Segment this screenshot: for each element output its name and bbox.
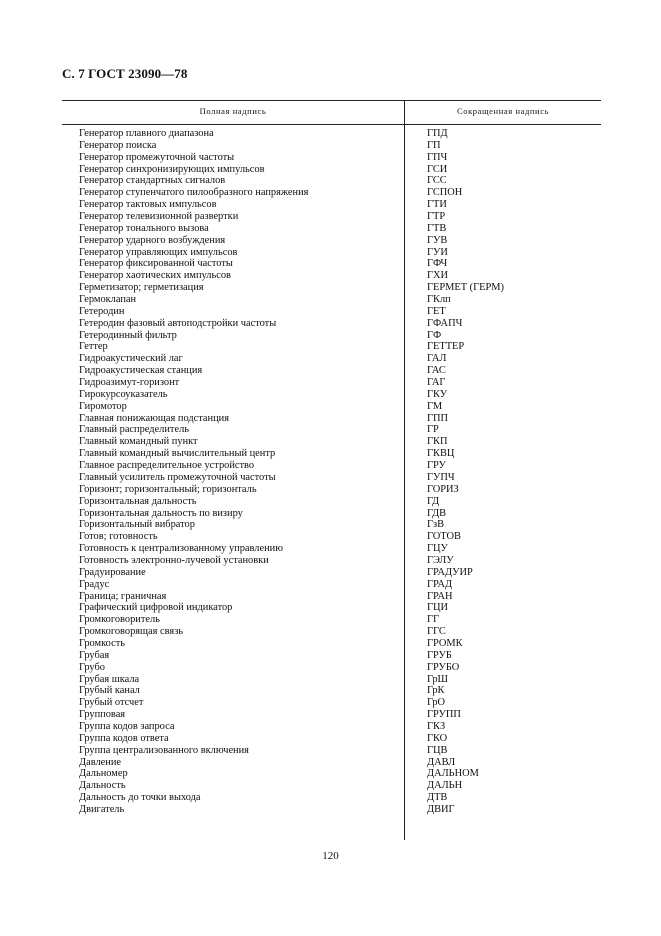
full-label-cell: Готовность к централизованному управлению xyxy=(79,543,283,555)
table-row xyxy=(0,792,661,804)
abbreviation-cell: ГрО xyxy=(427,697,446,709)
full-label-cell: Групповая xyxy=(79,709,126,721)
full-label-cell: Герметизатор; герметизация xyxy=(79,282,204,294)
full-label-cell: Грубая шкала xyxy=(79,673,140,685)
full-label-cell: Генератор стандартных сигналов xyxy=(79,175,226,187)
table-row xyxy=(0,709,661,721)
full-label-cell: Дальность xyxy=(79,780,126,792)
full-label-cell: Громкость xyxy=(79,637,125,649)
full-label-cell: Горизонт; горизонтальный; горизонталь xyxy=(79,483,257,495)
abbreviation-cell: ГрШ xyxy=(427,673,449,685)
table-row xyxy=(0,318,661,330)
table-row xyxy=(0,341,661,353)
full-label-cell: Гирокурсоуказатель xyxy=(79,388,168,400)
table-row xyxy=(0,128,661,140)
table-row xyxy=(0,768,661,780)
abbreviation-cell: ГР xyxy=(427,424,439,436)
abbreviation-cell: ДАЛЬН xyxy=(427,780,463,792)
full-label-cell: Главная понижающая подстанция xyxy=(79,412,229,424)
abbreviation-cell: ГРОМК xyxy=(427,637,463,649)
table-row xyxy=(0,614,661,626)
table-row xyxy=(0,531,661,543)
full-label-cell: Генератор фиксированной частоты xyxy=(79,258,233,270)
table-row xyxy=(0,211,661,223)
abbreviation-cell: ГЦИ xyxy=(427,602,449,614)
abbreviation-cell: ГУПЧ xyxy=(427,471,455,483)
full-label-cell: Геттер xyxy=(79,341,108,353)
table-row xyxy=(0,199,661,211)
table-row xyxy=(0,804,661,816)
full-label-cell: Генератор синхронизирующих импульсов xyxy=(79,163,265,175)
abbreviation-cell: ГЦВ xyxy=(427,744,448,756)
abbreviation-cell: ГСИ xyxy=(427,163,448,175)
abbreviation-cell: ГЕТ xyxy=(427,305,446,317)
full-label-cell: Главный распределитель xyxy=(79,424,189,436)
full-label-cell: Генератор ступенчатого пилообразного напряжения xyxy=(79,187,309,199)
full-label-cell: Гетеродин фазовый автоподстройки частоты xyxy=(79,317,277,329)
table-row xyxy=(0,140,661,152)
table-row xyxy=(0,626,661,638)
full-label-cell: Двигатель xyxy=(79,803,125,815)
abbreviation-cell: ГАС xyxy=(427,365,446,377)
full-label-cell: Главный командный вычислительный центр xyxy=(79,448,276,460)
table-row xyxy=(0,413,661,425)
full-label-cell: Группа кодов ответа xyxy=(79,732,169,744)
abbreviation-cell: ГТИ xyxy=(427,199,447,211)
table-row xyxy=(0,496,661,508)
abbreviation-cell: ГАЛ xyxy=(427,353,447,365)
abbreviation-cell: ГРУБО xyxy=(427,661,460,673)
abbreviation-cell: ГРУ xyxy=(427,460,446,472)
full-label-cell: Гидроакустическая станция xyxy=(79,365,203,377)
table-row xyxy=(0,508,661,520)
abbreviation-cell: ГТР xyxy=(427,211,446,223)
full-label-cell: Дальность до точки выхода xyxy=(79,792,201,804)
column-header-full: Полная надпись xyxy=(199,106,267,116)
full-label-cell: Генератор ударного возбуждения xyxy=(79,234,226,246)
full-label-cell: Готовность электронно-лучевой установки xyxy=(79,554,269,566)
full-label-cell: Грубая xyxy=(79,649,110,661)
abbreviation-cell: ГУИ xyxy=(427,246,448,258)
full-label-cell: Горизонтальная дальность по визиру xyxy=(79,507,243,519)
table-row xyxy=(0,389,661,401)
abbreviation-cell: ГРУБ xyxy=(427,649,452,661)
full-label-cell: Группа кодов запроса xyxy=(79,720,175,732)
abbreviation-cell: ГСС xyxy=(427,175,447,187)
abbreviation-cell: ДТВ xyxy=(427,792,448,804)
table-row xyxy=(0,638,661,650)
table-row xyxy=(0,330,661,342)
abbreviation-cell: ГКЗ xyxy=(427,720,446,732)
abbreviation-cell: ГФЧ xyxy=(427,258,448,270)
abbreviation-cell: ДВИГ xyxy=(427,803,455,815)
table-row xyxy=(0,697,661,709)
abbreviation-cell: ГПД xyxy=(427,128,448,139)
table-row xyxy=(0,484,661,496)
table-row xyxy=(0,401,661,413)
table-row xyxy=(0,567,661,579)
abbreviation-cell: ГП xyxy=(427,139,441,151)
full-label-cell: Главный командный пункт xyxy=(79,436,198,448)
full-label-cell: Гидроазимут-горизонт xyxy=(79,377,180,389)
full-label-cell: Генератор телевизионной развертки xyxy=(79,211,239,223)
abbreviation-cell: ГРАН xyxy=(427,590,453,602)
abbreviation-cell: ГРАД xyxy=(427,578,453,590)
table-row xyxy=(0,247,661,259)
table-row xyxy=(0,780,661,792)
abbreviation-cell: ГДВ xyxy=(427,507,447,519)
table-row xyxy=(0,294,661,306)
abbreviation-cell: ГрК xyxy=(427,685,445,697)
abbreviation-cell: ГТВ xyxy=(427,222,447,234)
abbreviation-cell: ГРАДУИР xyxy=(427,566,473,578)
table-row xyxy=(0,733,661,745)
full-label-cell: Гиромотор xyxy=(79,400,127,412)
abbreviation-cell: ГЕРМЕТ (ГЕРМ) xyxy=(427,282,504,294)
table-row xyxy=(0,579,661,591)
table-row xyxy=(0,436,661,448)
table-row xyxy=(0,602,661,614)
abbreviation-cell: ГзВ xyxy=(427,519,445,531)
full-label-cell: Грубый отсчет xyxy=(79,697,144,709)
table-row xyxy=(0,353,661,365)
full-label-cell: Горизонтальный вибратор xyxy=(79,519,195,531)
table-row xyxy=(0,543,661,555)
table-row xyxy=(0,164,661,176)
full-label-cell: Гермоклапан xyxy=(79,294,137,306)
full-label-cell: Градус xyxy=(79,578,110,590)
table-header-rule xyxy=(62,124,601,125)
full-label-cell: Громкоговоритель xyxy=(79,614,160,626)
full-label-cell: Граница; граничная xyxy=(79,590,167,602)
table-row xyxy=(0,685,661,697)
table-row xyxy=(0,721,661,733)
table-row xyxy=(0,674,661,686)
table-row xyxy=(0,745,661,757)
table-row xyxy=(0,270,661,282)
table-row xyxy=(0,282,661,294)
abbreviation-cell: ГКП xyxy=(427,436,448,448)
table-row xyxy=(0,175,661,187)
abbreviation-cell: ГПЧ xyxy=(427,151,448,163)
table-top-rule xyxy=(62,100,601,101)
full-label-cell: Грубый канал xyxy=(79,685,140,697)
full-label-cell: Генератор управляющих импульсов xyxy=(79,246,238,258)
abbreviation-cell: ГРУПП xyxy=(427,709,461,721)
table-row xyxy=(0,223,661,235)
table-row xyxy=(0,235,661,247)
table-row xyxy=(0,258,661,270)
full-label-cell: Главное распределительное устройство xyxy=(79,460,255,472)
table-row xyxy=(0,377,661,389)
abbreviation-cell: ГКлп xyxy=(427,294,451,306)
full-label-cell: Генератор промежуточной частоты xyxy=(79,151,235,163)
full-label-cell: Громкоговорящая связь xyxy=(79,626,184,638)
full-label-cell: Генератор поиска xyxy=(79,139,157,151)
abbreviation-cell: ГГ xyxy=(427,614,440,626)
table-row xyxy=(0,460,661,472)
full-label-cell: Давление xyxy=(79,756,121,768)
column-header-abbr: Сокращенная надпись xyxy=(456,106,550,116)
full-label-cell: Гидроакустический лаг xyxy=(79,353,183,365)
abbreviation-cell: ГЦУ xyxy=(427,543,448,555)
abbreviation-cell: ГАГ xyxy=(427,377,446,389)
full-label-cell: Гетеродин xyxy=(79,305,125,317)
table-row xyxy=(0,187,661,199)
table-row xyxy=(0,591,661,603)
abbreviation-cell: ГФ xyxy=(427,329,442,341)
table-body xyxy=(0,128,661,816)
table-row xyxy=(0,365,661,377)
abbreviation-cell: ДАЛЬНОМ xyxy=(427,768,479,780)
abbreviation-cell: ГКВЦ xyxy=(427,448,455,460)
abbreviation-cell: ГФАПЧ xyxy=(427,317,463,329)
table-row xyxy=(0,306,661,318)
abbreviation-cell: ГЕТТЕР xyxy=(427,341,465,353)
abbreviation-cell: ГЭЛУ xyxy=(427,554,454,566)
full-label-cell: Дальномер xyxy=(79,768,128,780)
full-label-cell: Главный усилитель промежуточной частоты xyxy=(79,471,276,483)
page-number: 120 xyxy=(322,850,339,862)
abbreviation-cell: ГОТОВ xyxy=(427,531,461,543)
table-row xyxy=(0,757,661,769)
full-label-cell: Градуирование xyxy=(79,566,146,578)
abbreviation-cell: ГПП xyxy=(427,412,449,424)
abbreviation-cell: ГОРИЗ xyxy=(427,483,459,495)
full-label-cell: Генератор тонального вызова xyxy=(79,222,209,234)
table-row xyxy=(0,519,661,531)
full-label-cell: Гетеродинный фильтр xyxy=(79,329,177,341)
abbreviation-cell: ГУВ xyxy=(427,234,448,246)
abbreviation-cell: ДАВЛ xyxy=(427,756,456,768)
abbreviation-cell: ГКО xyxy=(427,732,448,744)
full-label-cell: Грубо xyxy=(79,661,105,673)
abbreviation-cell: ГХИ xyxy=(427,270,449,282)
table-row xyxy=(0,152,661,164)
page-header: С. 7 ГОСТ 23090—78 xyxy=(62,66,188,81)
full-label-cell: Генератор хаотических импульсов xyxy=(79,270,231,282)
table-row xyxy=(0,555,661,567)
table-row xyxy=(0,472,661,484)
table-row xyxy=(0,650,661,662)
table-row xyxy=(0,448,661,460)
full-label-cell: Генератор тактовых импульсов xyxy=(79,199,217,211)
abbreviation-cell: ГКУ xyxy=(427,388,448,400)
full-label-cell: Готов; готовность xyxy=(79,531,158,543)
abbreviation-cell: ГМ xyxy=(427,400,443,412)
full-label-cell: Генератор плавного диапазона xyxy=(79,128,214,139)
full-label-cell: Графический цифровой индикатор xyxy=(79,602,233,614)
full-label-cell: Группа централизованного включения xyxy=(79,744,249,756)
abbreviation-cell: ГД xyxy=(427,495,440,507)
full-label-cell: Горизонтальная дальность xyxy=(79,495,197,507)
abbreviation-cell: ГГС xyxy=(427,626,446,638)
table-row xyxy=(0,424,661,436)
abbreviation-cell: ГСПОН xyxy=(427,187,463,199)
table-row xyxy=(0,662,661,674)
